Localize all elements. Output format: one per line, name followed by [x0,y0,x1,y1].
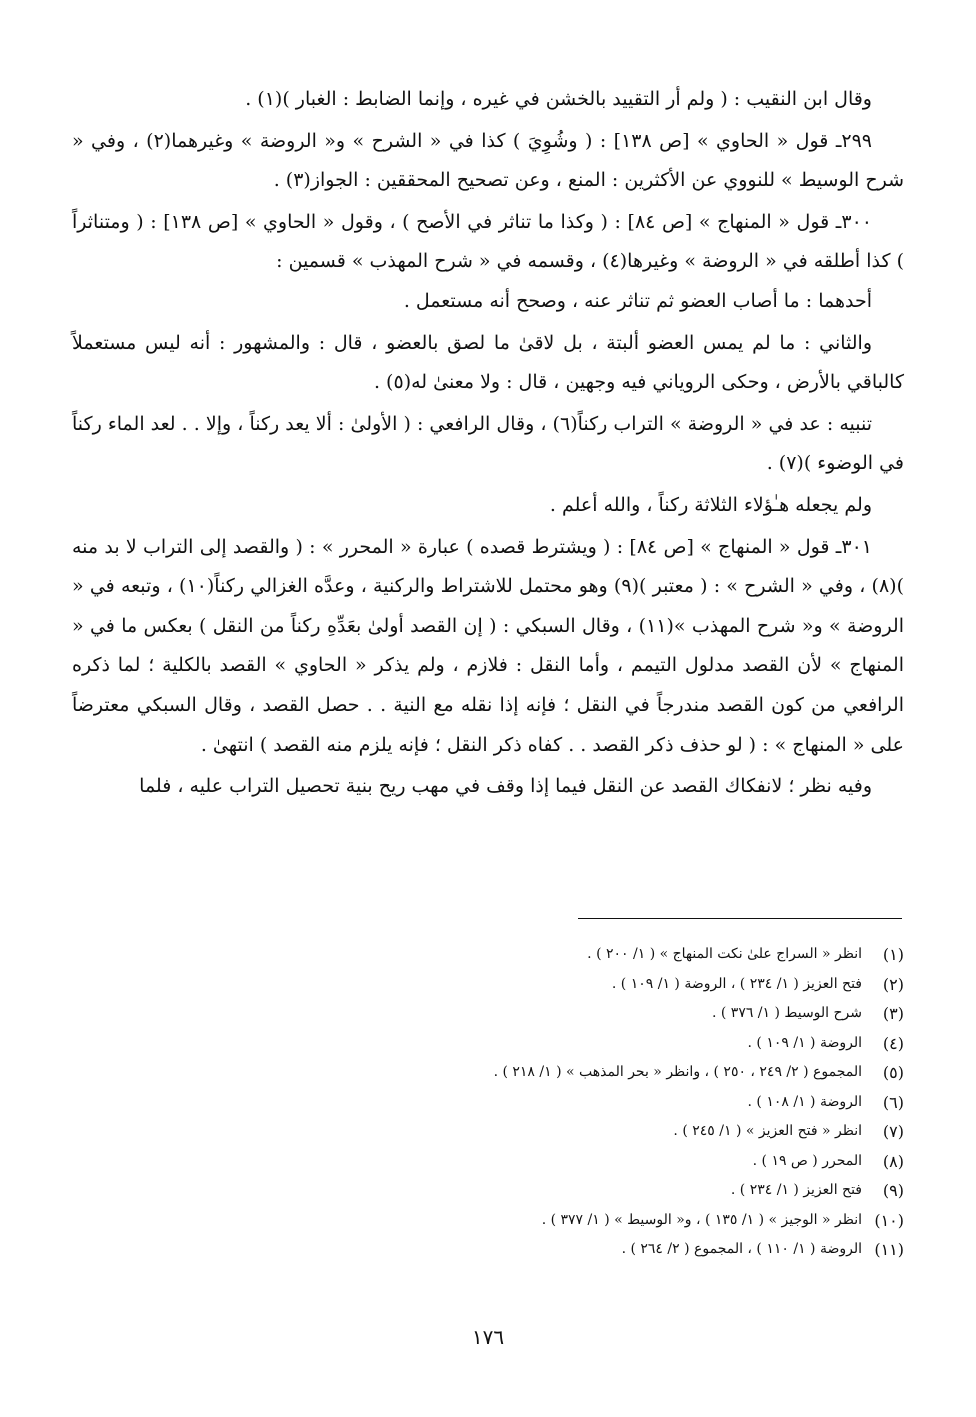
footnote-number: (١) [882,945,904,964]
footnote [72,940,904,970]
paragraph: ولم يجعله هـٰؤلاء الثلاثة ركناً ، والله أعلم . [549,493,872,516]
footnote [72,970,904,1000]
footnote-number: (٦) [882,1092,904,1112]
footnote [72,999,904,1029]
main-text [72,80,904,807]
footnote-text: فتح العزيز ( ١/ ٢٣٤ ) . [730,1182,862,1198]
footnote-text: الروضة ( ١/ ١٠٨ ) . [747,1093,862,1110]
footnote-text: شرح الوسيط ( ١/ ٣٧٦ ) . [711,1005,862,1021]
footnote-number: (٧) [882,1122,904,1141]
footnote-number: (١٠) [874,1210,904,1230]
paragraph: ٣٠١ـ قول « المنهاج » [ص ٨٤] : ( ويشترط قصده ) عبارة « المحرر » : ( والقصد إلى التراب لا بد منه )(٨) ، وفي « الشرح » : ( معتبر )(٩) وهو محتمل للاشتراط والركنية ، وعدَّه الغزالي ركناً(١٠) ، وتبعه في « الروضة » و« شرح المهذب »(١١) ، وقال السبكي : ( إن القصد أولىٰ بعَدِّهِ ركناً من النقل ) بعكس ما في « المنهاج » لأن القصد مدلول التيمم ، وأما النقل : فلازم ، ولم يذكر « الحاوي » القصد بالكلية ؛ لما ذكره الرافعي من كون القصد مندرجاً في النقل ؛ فإنه إذا نقله مع النية . . حصل القصد ، وقال السبكي معترضاً على « المنهاج » : ( لو حذف ذكر القصد . . كفاه ذكر النقل ؛ فإنه يلزم منه القصد ) انتهىٰ . [72,535,904,756]
footnote [72,1147,904,1177]
footnote-number: (٢) [882,974,904,994]
page-number: ١٧٦ [471,1325,505,1349]
footnote-number: (٤) [882,1033,904,1053]
footnote [72,1088,904,1118]
footnote-text: فتح العزيز ( ١/ ٢٣٤ ) ، الروضة ( ١/ ١٠٩ ) . [611,975,862,992]
footnote-number: (٥) [882,1063,904,1082]
footnote [72,1206,904,1236]
paragraph: ٣٠٠ـ قول « المنهاج » [ص ٨٤] : ( وكذا ما تناثر في الأصح ) ، وقول « الحاوي » [ص ١٣٨] : ( ومتناثراً ) كذا أطلقه في « الروضة » وغيرها(٤) ، وقسمه في « شرح المهذب » قسمين : [72,210,904,273]
footnote-number: (٣) [882,1004,904,1023]
footnote-number: (١١) [874,1240,904,1259]
footnotes [72,940,904,1265]
paragraph: وفيه نظر ؛ لانفكاك القصد عن النقل فيما إذا وقف في مهب ريح بنية تحصيل التراب عليه ، فلما [139,775,872,798]
paragraph: تنبيه : عد في « الروضة » التراب ركناً(٦) ، وقال الرافعي : ( الأولىٰ : ألا يعد ركناً ، وإلا . . لعد الماء ركناً في الوضوء )(٧) . [72,412,904,475]
footnote [72,1029,904,1059]
footnote-text: الروضة ( ١/ ١١٠ ) ، المجموع ( ٢/ ٢٦٤ ) . [621,1241,862,1257]
footnote [72,1235,904,1265]
paragraph: أحدهما : ما أصاب العضو ثم تناثر عنه ، وصحح أنه مستعمل . [403,289,872,312]
footnote-text: انظر « الوجيز » ( ١/ ١٣٥ ) ، و« الوسيط » ( ١/ ٣٧٧ ) . [541,1211,862,1228]
footnote-text: انظر « فتح العزيز » ( ١/ ٢٤٥ ) . [673,1123,862,1139]
footnote-text: المحرر ( ص ١٩ ) . [752,1152,862,1169]
footnote-number: (٨) [882,1151,904,1171]
footnote-text: المجموع ( ٢/ ٢٤٩ ، ٢٥٠ ) ، وانظر « بحر المذهب » ( ١/ ٢١٨ ) . [493,1064,862,1080]
footnote [72,1058,904,1088]
footnote-separator [578,918,902,919]
footnote-number: (٩) [882,1181,904,1200]
footnote [72,1176,904,1206]
footnote [72,1117,904,1147]
paragraph: ٢٩٩ـ قول « الحاوي » [ص ١٣٨] : ( وشُوِيَ ) كذا في « الشرح » و« الروضة » وغيرهما(٢) ، وفي « شرح الوسيط » للنووي عن الأكثرين : المنع ، وعن تصحيح المحققين : الجواز(٣) . [72,129,904,192]
footnote-text: الروضة ( ١/ ١٠٩ ) . [747,1034,862,1051]
paragraph: وقال ابن النقيب : ( ولم أر التقييد بالخشن في غيره ، وإنما الضابط : الغبار )(١) . [245,88,872,110]
paragraph: والثاني : ما لم يمس العضو ألبتة ، بل لاقىٰ ما لصق بالعضو ، قال : والمشهور : أنه ليس مستعملاً كالباقي بالأرض ، وحكى الروياني فيه وجهين ، قال : ولا معنىٰ له(٥) . [72,331,904,394]
footnote-text: انظر « السراج علىٰ نكت المنهاج » ( ١/ ٢٠٠ ) . [587,946,862,962]
